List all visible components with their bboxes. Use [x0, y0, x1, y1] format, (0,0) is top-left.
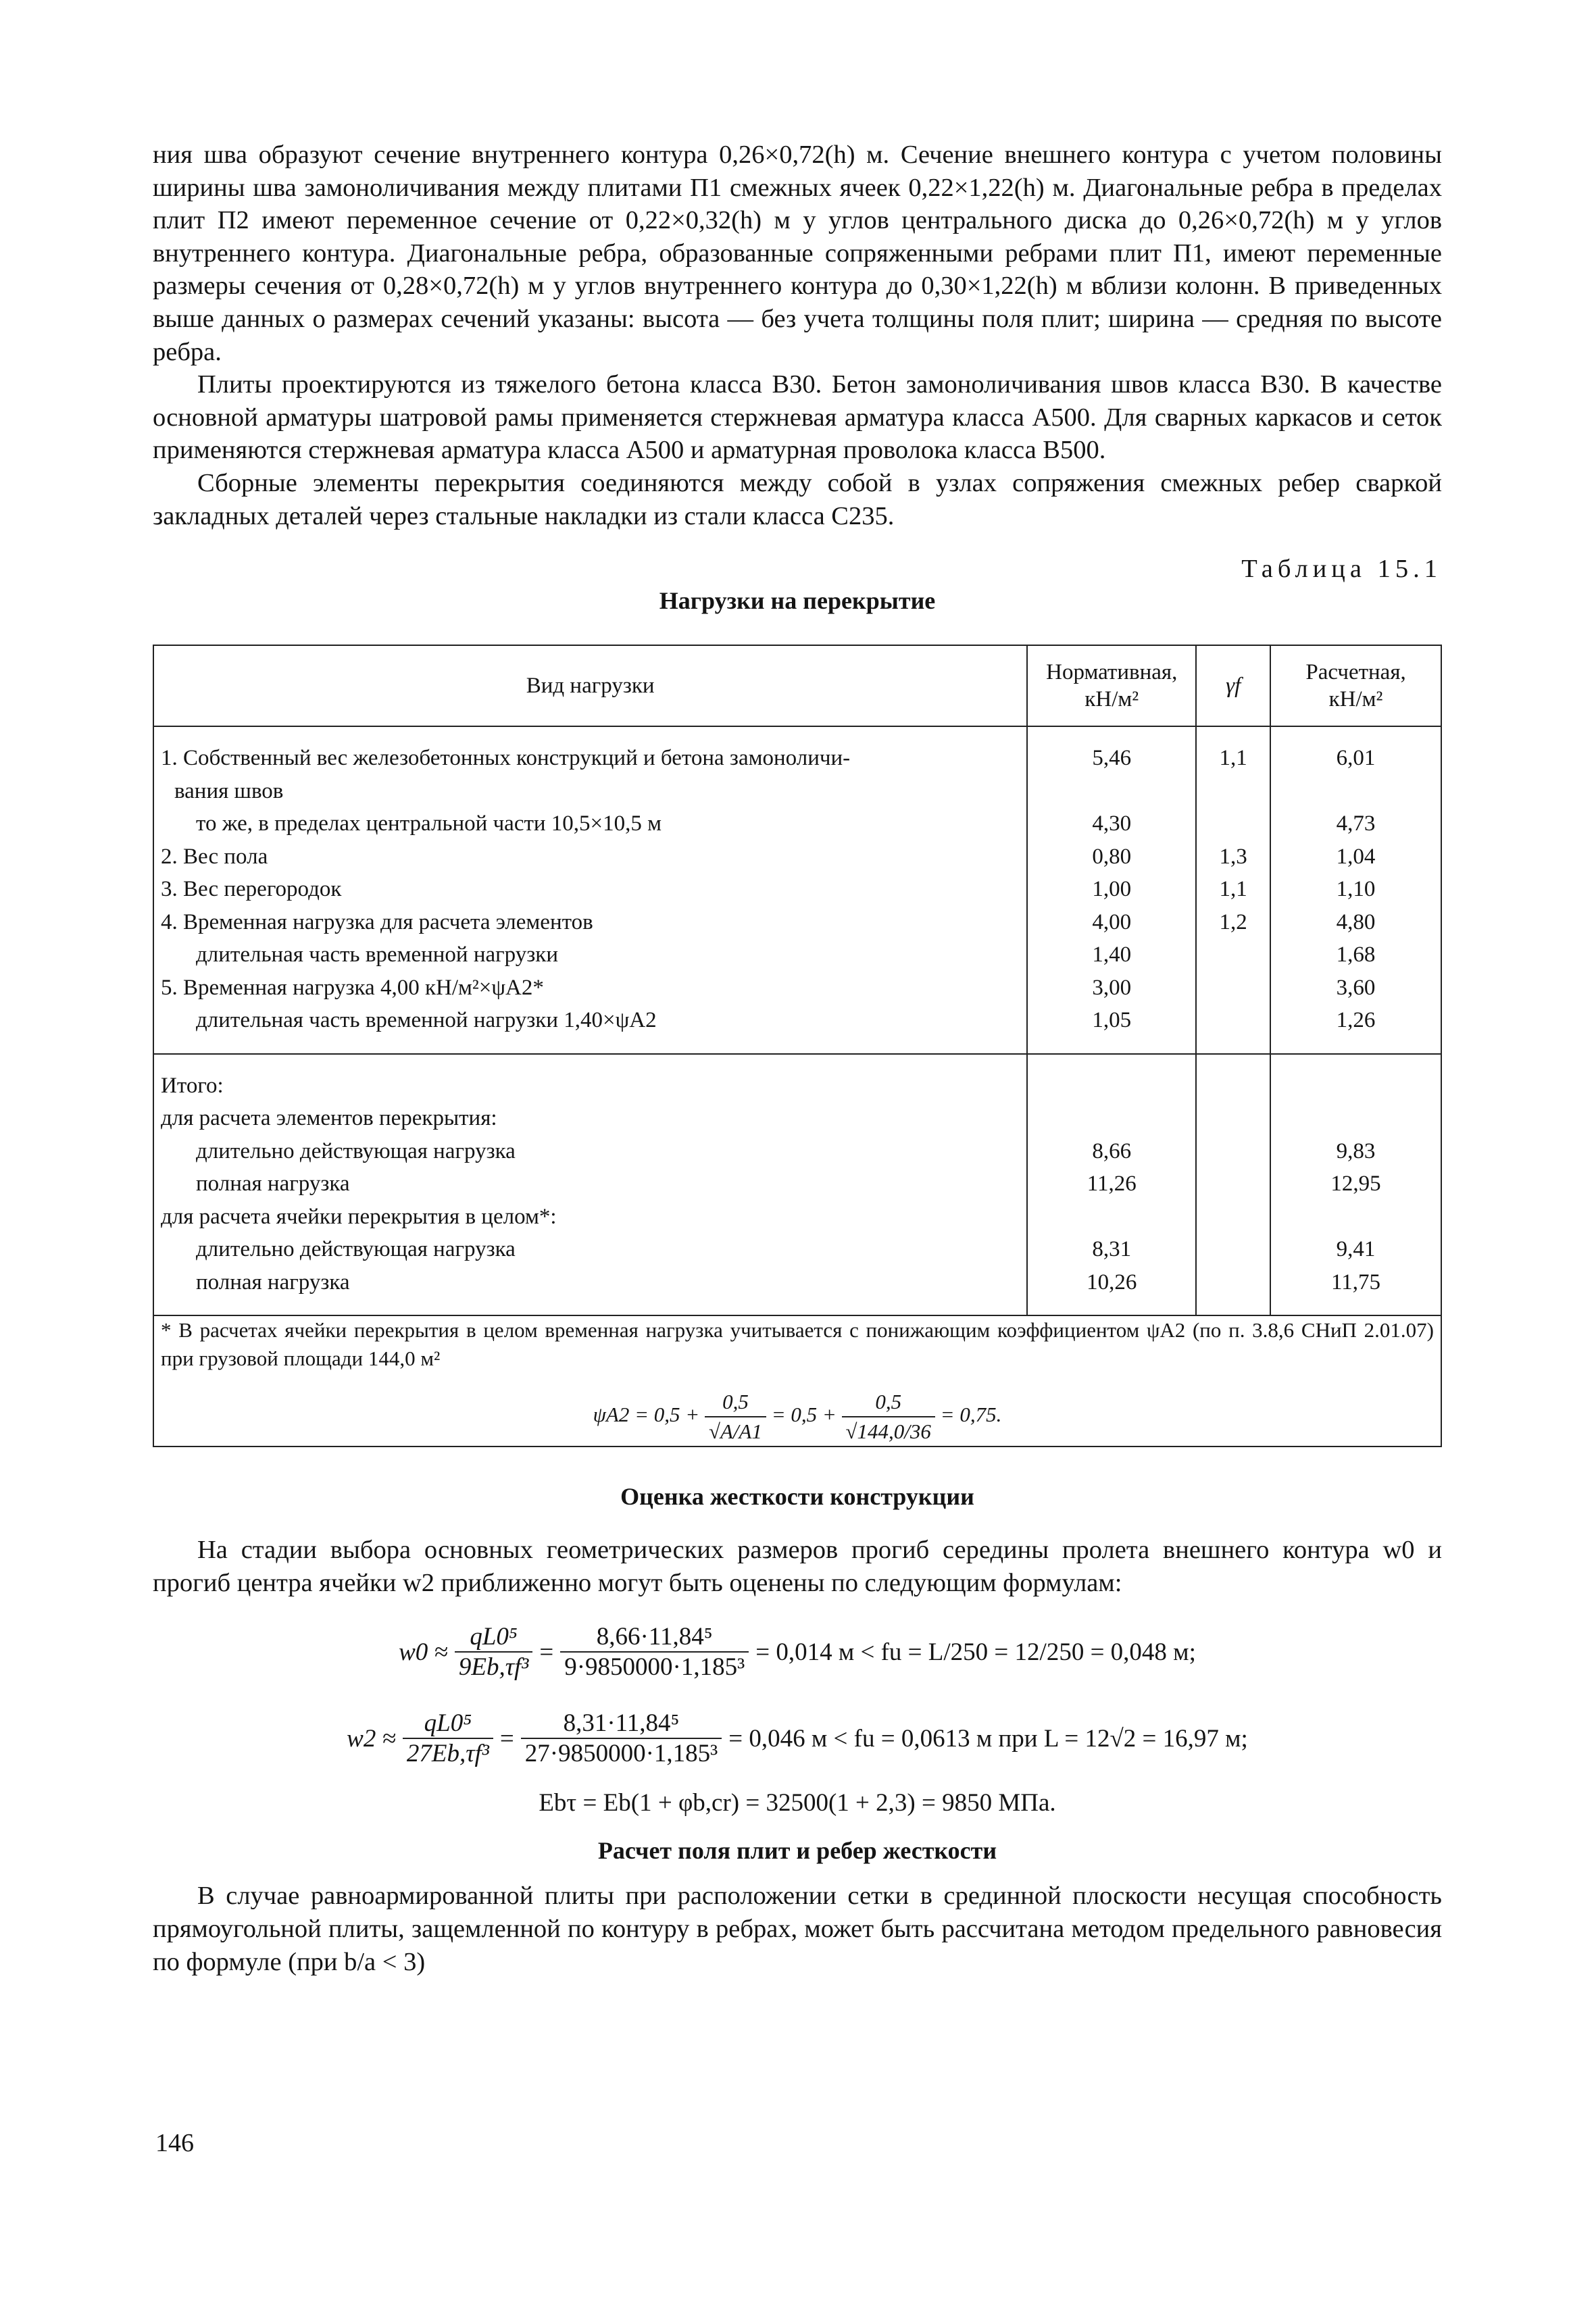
- totals-row: для расчета элементов перекрытия:: [153, 1102, 1441, 1135]
- totals-row: полная нагрузка 10,26 11,75: [153, 1266, 1441, 1316]
- page-content: [153, 139, 1442, 1978]
- section-title-stiffness: Оценка жесткости конструкции: [620, 1483, 974, 1511]
- page-number: 146: [155, 2129, 194, 2157]
- section-title-plates: Расчет поля плит и ребер жесткости: [597, 1837, 997, 1865]
- paragraph-1: ния шва образуют сечение внутреннего контура 0,26×0,72(h) м. Сечение внешнего контура с учетом половины ширины шва замоноличивания между плитами П1 смежных ячеек 0,22×1,22(h) м. Диагональные ребра в пределах плит П2 имеют переменное сечение от 0,22×0,32(h) м у углов центрального диска до 0,26×0,72(h) м у углов внутреннего контура. Диагональные ребра, образованные сопряженными ребрами плит П1, имеют переменные размеры сечения от 0,28×0,72(h) м у углов внутреннего контура до 0,30×1,22(h) м вблизи колонн. В приведенных выше данных о размерах сечений указаны: высота — без учета толщины поля плит; ширина — средняя по высоте ребра.: [153, 141, 1442, 366]
- table-row: длительная часть временной нагрузки 1,40 1,68: [153, 938, 1441, 972]
- table-header-row: [153, 645, 1441, 726]
- table-row: 5. Временная нагрузка 4,00 кН/м²×ψA2* 3,00 3,60: [153, 972, 1441, 1005]
- table-row: то же, в пределах центральной части 10,5×10,5 м 4,30 4,73: [153, 807, 1441, 840]
- table-title: Нагрузки на перекрытие: [659, 587, 936, 615]
- table-row: 4. Временная нагрузка для расчета элементов 4,00 1,2 4,80: [153, 906, 1441, 939]
- header-gamma: γf: [1196, 645, 1270, 726]
- table-row: вания швов: [153, 775, 1441, 808]
- equation-w0: w0 ≈ $\frac{\text{qL0⁵}}{\text{9Eb,τf³}}$ = $\frac{\text{8,66·11,84⁵}}{\text{9·9850000·1,185³}}$ = 0,014 м < fu = L/250 = 12/250 = 0,048 м;: [399, 1623, 1196, 1682]
- header-type: Вид нагрузки: [153, 645, 1027, 726]
- table-row: 3. Вес перегородок 1,00 1,1 1,10: [153, 873, 1441, 906]
- equation-w2: w2 ≈ $\frac{\text{qL0⁵}}{\text{27Eb,τf³}}$ = $\frac{\text{8,31·11,84⁵}}{\text{27·9850000·1,185³}}$ = 0,046 м < fu = 0,0613 м при L = 12√2 = 16,97 м;: [347, 1709, 1248, 1768]
- header-normative: Нормативная, кН/м²: [1027, 645, 1196, 726]
- totals-row: Итого:: [153, 1054, 1441, 1103]
- paragraph-3: Сборные элементы перекрытия соединяются между собой в узлах сопряжения смежных ребер сваркой закладных деталей через стальные накладки из стали класса С235.: [153, 468, 1442, 530]
- section-stiffness-text: На стадии выбора основных геометрических размеров прогиб середины пролета внешнего контура w0 и прогиб центра ячейки w2 приближенно могут быть оценены по следующим формулам:: [153, 1536, 1442, 1597]
- header-design: Расчетная, кН/м²: [1270, 645, 1441, 726]
- table-footnote: * В расчетах ячейки перекрытия в целом временная нагрузка учитывается с понижающим коэффициентом ψA2 (по п. 3.8,6 СНиП 2.01.07) при грузовой площади 144,0 м²: [161, 1318, 1434, 1371]
- equations-block: [153, 1622, 1442, 1817]
- table-row: 1. Собственный вес железобетонных конструкций и бетона замоноличи- 5,46 1,1 6,01: [153, 726, 1441, 775]
- totals-row: для расчета ячейки перекрытия в целом*:: [153, 1201, 1441, 1234]
- totals-row: длительно действующая нагрузка 8,31 9,41: [153, 1233, 1441, 1266]
- loads-table: [153, 645, 1442, 1447]
- table-footnote-row: [153, 1315, 1441, 1447]
- equation-ebt: Ebτ = Eb(1 + φb,cr) = 32500(1 + 2,3) = 9850 МПа.: [539, 1789, 1056, 1817]
- section-plates-text: В случае равноармированной плиты при расположении сетки в срединной плоскости несущая способность прямоугольной плиты, защемленной по контуру в ребрах, может быть рассчитана методом предельного равновесия по формуле (при b/a < 3): [153, 1882, 1442, 1976]
- table-number: Таблица 15.1: [1241, 555, 1442, 584]
- totals-row: полная нагрузка 11,26 12,95: [153, 1167, 1441, 1201]
- table-row: длительная часть временной нагрузки 1,40×ψA2 1,05 1,26: [153, 1004, 1441, 1054]
- footnote-formula: ψA2 = 0,5 + $\frac{0,5}{√A/A1}$ = 0,5 + $\frac{0,5}{√144,0/36}$ = 0,75.: [161, 1388, 1434, 1446]
- table-row: 2. Вес пола 0,80 1,3 1,04: [153, 840, 1441, 874]
- paragraph-2: Плиты проектируются из тяжелого бетона класса В30. Бетон замоноличивания швов класса В30. В качестве основной арматуры шатровой рамы применяется стержневая арматура класса А500. Для сварных каркасов и сеток применяются стержневая арматура класса А500 и арматурная проволока класса В500.: [153, 370, 1442, 465]
- totals-row: длительно действующая нагрузка 8,66 9,83: [153, 1135, 1441, 1168]
